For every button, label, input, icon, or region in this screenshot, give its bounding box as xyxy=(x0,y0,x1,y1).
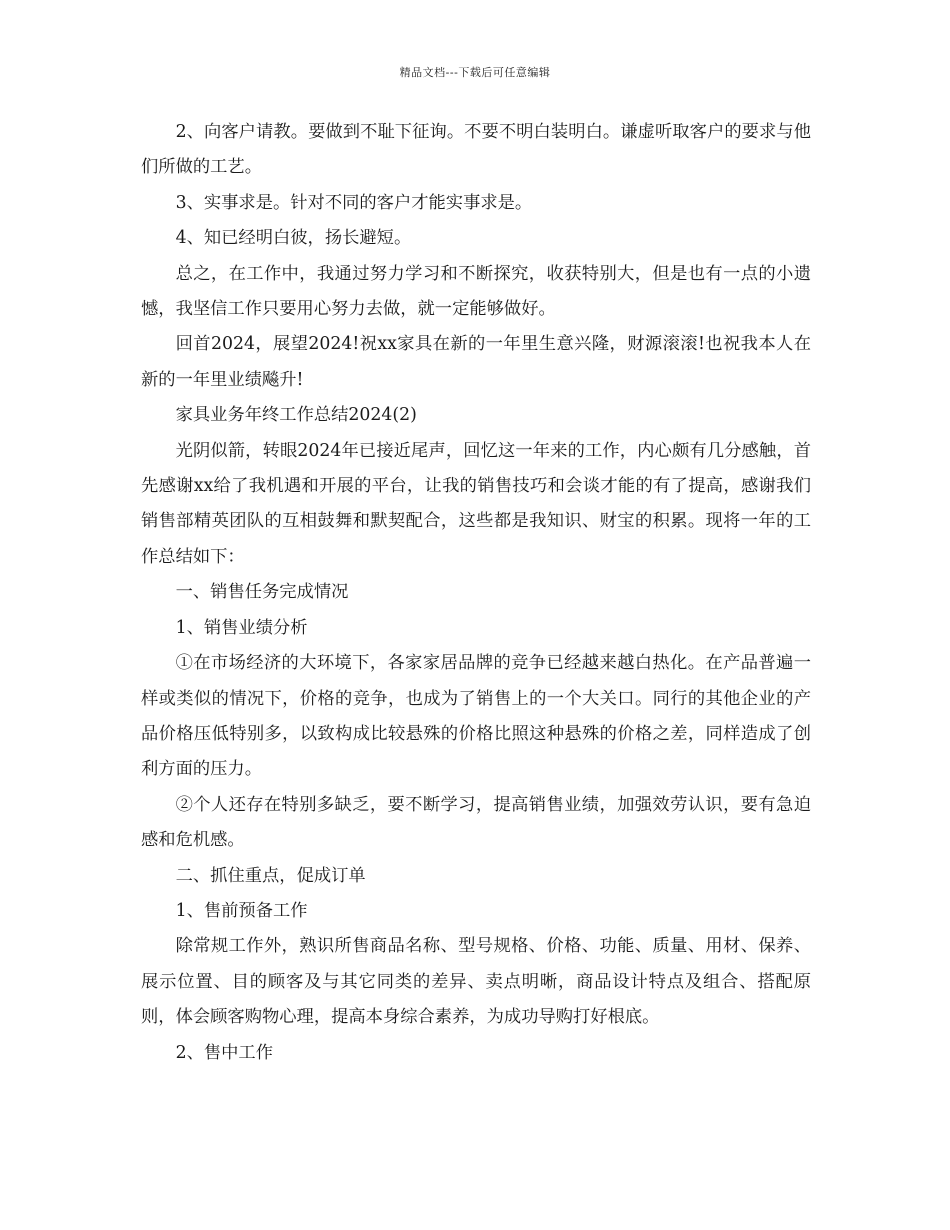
paragraph: 回首2024，展望2024!祝xx家具在新的一年里生意兴隆，财源滚滚!也祝我本人在新的一年里业绩飚升! xyxy=(141,334,811,390)
paragraph: 总之，在工作中，我通过努力学习和不断探究，收获特别大，但是也有一点的小遗憾，我坚信工作只要用心努力去做，就一定能够做好。 xyxy=(141,263,811,320)
section-title: 家具业务年终工作总结2024(2) xyxy=(175,405,417,426)
paragraph: 除常规工作外，熟识所售商品名称、型号规格、价格、功能、质量、用材、保养、展示位置、目的顾客及与其它同类的差异、卖点明晰，商品设计特点及组合、搭配原则，体会顾客购物心理，提高本身综合素养，为成功导购打好根底。 xyxy=(141,936,811,1028)
document-body xyxy=(141,115,811,1071)
paragraph: 4、知已经明白彼，扬长避短。 xyxy=(175,228,412,249)
paragraph: 3、实事求是。针对不同的客户才能实事求是。 xyxy=(175,192,533,213)
page-header: 精品文档---下载后可任意编辑 xyxy=(399,66,551,79)
paragraph: ②个人还存在特别多缺乏，要不断学习，提高销售业绩，加强效劳认识，要有急迫感和危机感。 xyxy=(141,794,811,851)
paragraph: ①在市场经济的大环境下，各家家居品牌的竞争已经越来越白热化。在产品普遍一样或类似的情况下，价格的竞争，也成为了销售上的一个大关口。同行的其他企业的产品价格压低特别多，以致构成比较悬殊的价格比照这种悬殊的价格之差，同样造成了创利方面的压力。 xyxy=(141,653,811,780)
subsection-heading: 1、销售业绩分析 xyxy=(175,617,308,638)
paragraph: 2、向客户请教。要做到不耻下征询。不要不明白装明白。谦虚听取客户的要求与他们所做的工艺。 xyxy=(141,122,811,178)
subsection-heading: 2、售中工作 xyxy=(175,1042,273,1063)
section-heading: 二、抓住重点，促成订单 xyxy=(175,865,366,886)
section-heading: 一、销售任务完成情况 xyxy=(175,582,349,603)
paragraph: 光阴似箭，转眼2024年已接近尾声，回忆这一年来的工作，内心颇有几分感触，首先感谢xx给了我机遇和开展的平台，让我的销售技巧和会谈才能的有了提高，感谢我们销售部精英团队的互相鼓舞和默契配合，这些都是我知识、财宝的积累。现将一年的工作总结如下： xyxy=(141,440,811,567)
subsection-heading: 1、售前预备工作 xyxy=(175,900,308,921)
